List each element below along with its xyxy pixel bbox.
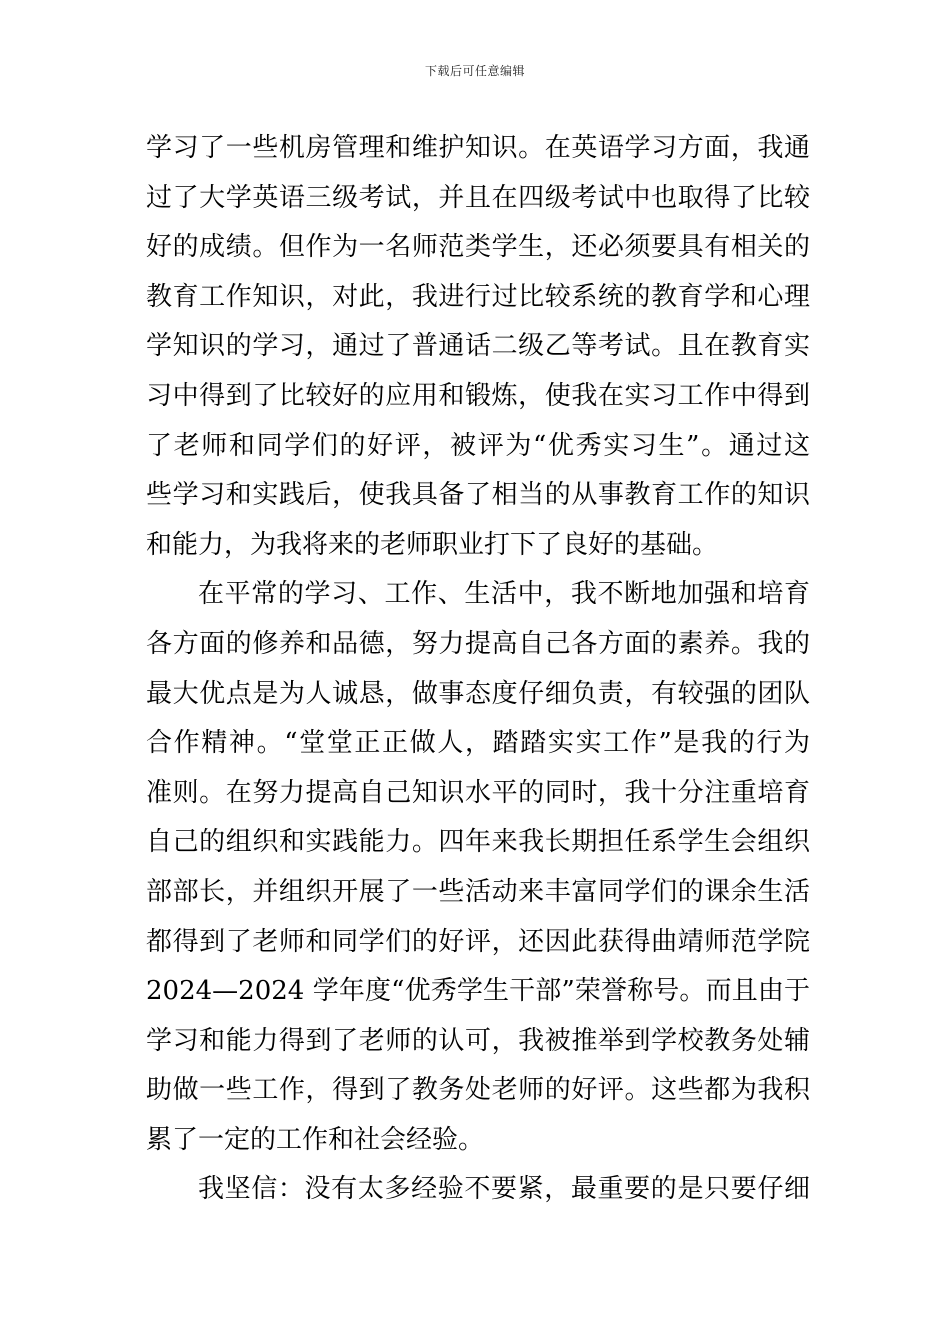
text-line: 都得到了老师和同学们的好评，还因此获得曲靖师范学院 — [146, 926, 810, 957]
text-line: 学知识的学习，通过了普通话二级乙等考试。且在教育实 — [146, 331, 810, 362]
text-line: 2024—2024 学年度“优秀学生干部”荣誉称号。而且由于 — [146, 976, 810, 1007]
text-line: 各方面的修养和品德，努力提高自己各方面的素养。我的 — [146, 628, 810, 659]
paragraph-start-line: 在平常的学习、工作、生活中，我不断地加强和培育 — [198, 579, 810, 610]
paragraph-start-line: 我坚信：没有太多经验不要紧，最重要的是只要仔细 — [198, 1174, 810, 1205]
text-line: 学习和能力得到了老师的认可，我被推举到学校教务处辅 — [146, 1025, 810, 1056]
text-line: 和能力，为我将来的老师职业打下了良好的基础。 — [146, 529, 719, 560]
text-line: 助做一些工作，得到了教务处老师的好评。这些都为我积 — [146, 1075, 810, 1106]
text-line: 准则。在努力提高自己知识水平的同时，我十分注重培育 — [146, 777, 810, 808]
text-line: 些学习和实践后，使我具备了相当的从事教育工作的知识 — [146, 480, 810, 511]
text-line: 了老师和同学们的好评，被评为“优秀实习生”。通过这 — [146, 430, 810, 461]
text-line: 学习了一些机房管理和维护知识。在英语学习方面，我通 — [146, 133, 810, 163]
text-line: 自己的组织和实践能力。四年来我长期担任系学生会组织 — [146, 827, 810, 858]
body-text — [146, 124, 810, 1215]
text-line: 习中得到了比较好的应用和锻炼，使我在实习工作中得到 — [146, 380, 810, 411]
text-line: 部部长，并组织开展了一些活动来丰富同学们的课余生活 — [146, 876, 810, 907]
text-line: 最大优点是为人诚恳，做事态度仔细负责，有较强的团队 — [146, 678, 810, 709]
text-line: 累了一定的工作和社会经验。 — [146, 1124, 485, 1155]
text-line: 过了大学英语三级考试，并且在四级考试中也取得了比较 — [146, 182, 810, 213]
text-line: 合作精神。“堂堂正正做人，踏踏实实工作”是我的行为 — [146, 728, 810, 759]
text-line: 教育工作知识，对此，我进行过比较系统的教育学和心理 — [146, 281, 810, 312]
text-line: 好的成绩。但作为一名师范类学生，还必须要具有相关的 — [146, 232, 810, 263]
page-header: 下载后可任意编辑 — [424, 64, 525, 78]
